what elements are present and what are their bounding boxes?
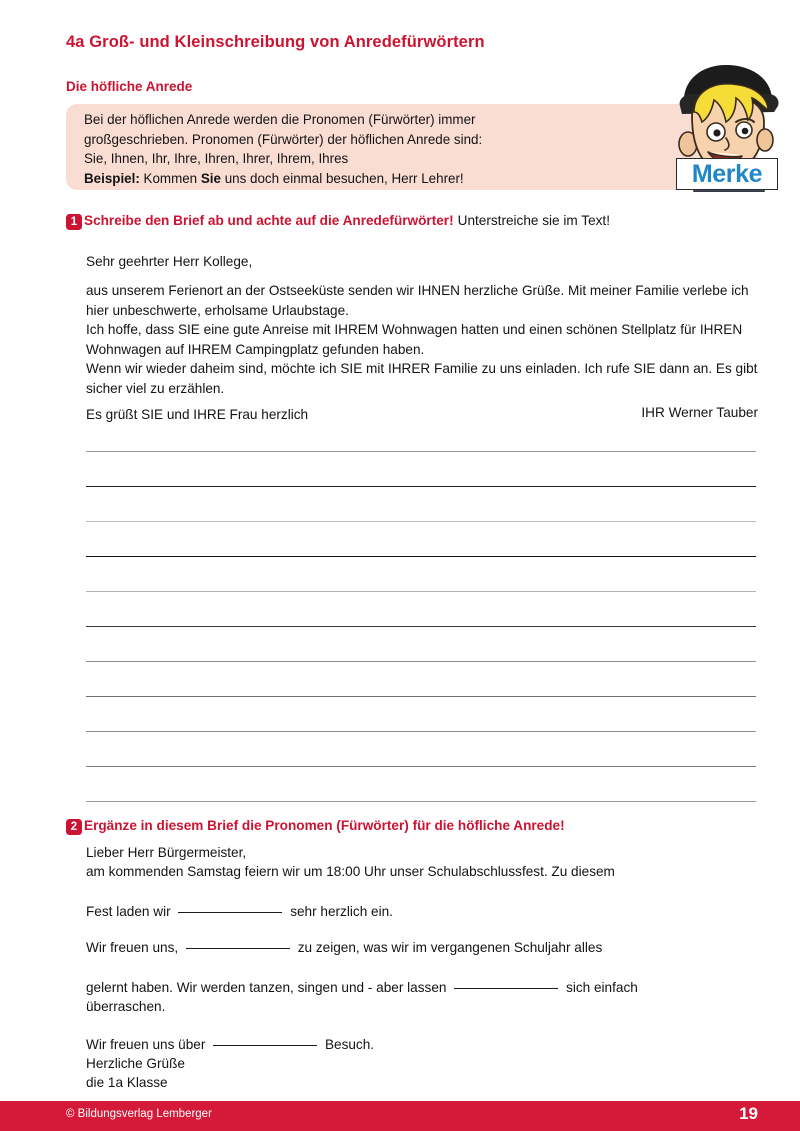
merke-line-1: Bei der höflichen Anrede werden die Pronomen (Fürwörter) immer: [84, 112, 476, 127]
writing-line[interactable]: [86, 661, 756, 662]
task-2-blank-2[interactable]: [186, 948, 290, 949]
writing-line[interactable]: [86, 731, 756, 732]
task-2-gap-line-2: [86, 938, 602, 958]
task-2-intro: am kommenden Samstag feiern wir um 18:00 Uhr unser Schulabschlussfest. Zu diesem: [86, 864, 615, 879]
task-2-gap-3-pre: gelernt haben. Wir werden tanzen, singen und - aber lassen: [86, 980, 447, 995]
task-2-gap-2-pre: Wir freuen uns,: [86, 940, 179, 955]
writing-line[interactable]: [86, 521, 756, 522]
task-2-blank-3[interactable]: [454, 988, 558, 989]
writing-line[interactable]: [86, 556, 756, 557]
task-1-number-badge: 1: [66, 214, 82, 230]
merke-info-text: [84, 110, 644, 188]
task-2-number-badge: 2: [66, 819, 82, 835]
writing-line[interactable]: [86, 801, 756, 802]
task-1-heading: [66, 213, 610, 230]
task-2-gap-line-1: [86, 902, 393, 922]
task-2-salutation: Lieber Herr Bürgermeister,: [86, 845, 247, 860]
page-title: 4a Groß- und Kleinschreibung von Anredefürwörtern: [66, 33, 485, 51]
task-2-gap-2-post: zu zeigen, was wir im vergangenen Schuljahr alles: [297, 940, 603, 955]
task-1-paragraph-2: Ich hoffe, dass SIE eine gute Anreise mit IHREM Wohnwagen hatten und einen schönen Stellplatz für IHREN Wohnwagen auf IHREM Campingplatz gefunden haben.: [86, 322, 743, 357]
merke-line-3: Sie, Ihnen, Ihr, Ihre, Ihren, Ihrer, Ihrem, Ihres: [84, 151, 349, 167]
merke-example-bold: Sie: [200, 170, 221, 186]
merke-example-line: [84, 169, 644, 189]
task-2-heading: [66, 818, 565, 835]
section-label: Die höfliche Anrede: [66, 79, 193, 94]
writing-line[interactable]: [86, 696, 756, 697]
task-2-gap-4-post: Besuch.: [324, 1037, 375, 1052]
task-1-closing: Es grüßt SIE und IHRE Frau herzlich: [86, 407, 309, 422]
task-1-instruction-red: Schreibe den Brief ab und achte auf die Anredefürwörter!: [84, 213, 454, 228]
task-2-gap-3-post: sich einfach: [566, 980, 638, 995]
task-2-instruction-red: Ergänze in diesem Brief die Pronomen (Fürwörter) für die höfliche Anrede!: [84, 818, 565, 833]
merke-line-2: großgeschrieben. Pronomen (Fürwörter) der höflichen Anrede sind:: [84, 131, 483, 147]
writing-line[interactable]: [86, 626, 756, 627]
merke-badge-label: Merke: [691, 159, 763, 188]
writing-line[interactable]: [86, 766, 756, 767]
merke-example-pre: Kommen: [143, 170, 198, 186]
task-1-paragraph-1: aus unserem Ferienort an der Ostseeküste senden wir IHNEN herzliche Grüße. Mit meiner Familie verlebe ich hier unbeschwerte, erholsame Urlaubstage.: [86, 283, 749, 318]
task-1-salutation: Sehr geehrter Herr Kollege,: [86, 254, 253, 269]
footer-page-number: 19: [739, 1104, 758, 1123]
footer-copyright: © Bildungsverlag Lemberger: [66, 1108, 212, 1120]
task-1-signature: IHR Werner Tauber: [641, 405, 758, 420]
merke-badge: [676, 158, 778, 190]
task-2-gap-3-tail: überraschen.: [86, 999, 166, 1014]
writing-line[interactable]: [86, 451, 756, 452]
task-1-instruction-black: Unterstreiche sie im Text!: [457, 213, 610, 228]
task-2-closing-2: die 1a Klasse: [86, 1075, 168, 1090]
merke-example-label: Beispiel:: [84, 170, 140, 186]
task-2-gap-1-post: sehr herzlich ein.: [290, 904, 393, 919]
writing-line[interactable]: [86, 486, 756, 487]
task-2-blank-4[interactable]: [213, 1045, 317, 1046]
writing-line[interactable]: [86, 591, 756, 592]
merke-example-post: uns doch einmal besuchen, Herr Lehrer!: [224, 170, 464, 186]
task-2-gap-1-pre: Fest laden wir: [86, 904, 171, 919]
task-2-closing-1: Herzliche Grüße: [86, 1056, 185, 1071]
task-2-blank-1[interactable]: [178, 912, 282, 913]
task-2-gap-line-4: [86, 1035, 374, 1055]
task-2-gap-line-3: [86, 978, 638, 998]
task-2-gap-4-pre: Wir freuen uns über: [86, 1037, 206, 1052]
task-1-paragraph-3: Wenn wir wieder daheim sind, möchte ich SIE mit IHRER Familie zu uns einladen. Ich rufe SIE dann an. Es gibt sicher viel zu erzählen.: [86, 361, 758, 396]
